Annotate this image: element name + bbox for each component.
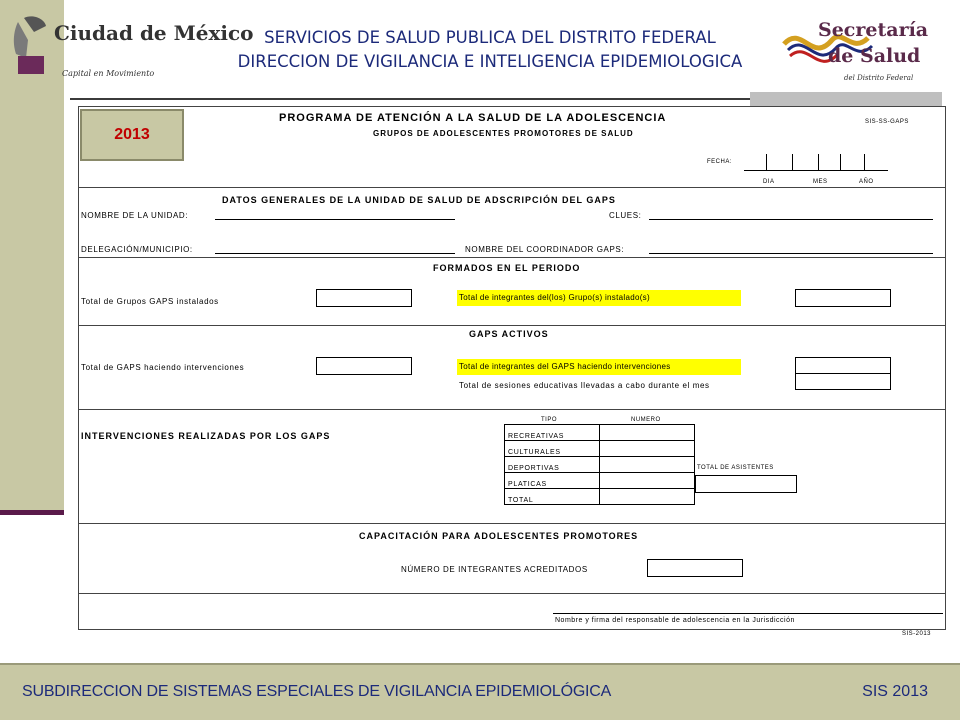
numero-cell[interactable] <box>600 441 695 457</box>
capacitacion-title: CAPACITACIÓN PARA ADOLESCENTES PROMOTORES <box>359 531 639 541</box>
numero-cell[interactable] <box>600 473 695 489</box>
col-tipo-header: TIPO <box>541 417 558 423</box>
header-title-line2: DIRECCION DE VIGILANCIA E INTELIGENCIA EPIDEMIOLOGICA <box>237 52 743 71</box>
asistentes-input[interactable] <box>695 475 797 493</box>
logo-ss-name-1: Secretaría <box>818 19 929 41</box>
form-subtitle: GRUPOS DE ADOLESCENTES PROMOTORES DE SALUD <box>373 129 634 138</box>
asistentes-label: TOTAL DE ASISTENTES <box>697 465 774 471</box>
form-code: SIS-SS-GAPS <box>865 119 909 125</box>
form-title: PROGRAMA DE ATENCIÓN A LA SALUD DE LA ADOLESCENCIA <box>279 112 667 124</box>
secretaria-de-salud-logo <box>782 14 932 86</box>
table-row <box>505 489 695 505</box>
nombre-unidad-field[interactable] <box>215 219 455 220</box>
grupos-instalados-label: Total de Grupos GAPS instalados <box>81 297 219 306</box>
coordinador-field[interactable] <box>649 253 933 254</box>
ciudad-de-mexico-logo <box>4 10 254 80</box>
numero-cell[interactable] <box>600 489 695 505</box>
delegacion-label: DELEGACIÓN/MUNICIPIO: <box>81 245 193 254</box>
fecha-cells[interactable] <box>744 154 888 171</box>
section-general <box>79 187 945 188</box>
gaps-haciendo-label: Total de GAPS haciendo intervenciones <box>81 363 245 372</box>
sesiones-label: Total de sesiones educativas llevadas a cabo durante el mes <box>459 381 710 390</box>
delegacion-field[interactable] <box>215 253 455 254</box>
tipo-cell: RECREATIVAS <box>505 425 600 441</box>
gaps-haciendo-input[interactable] <box>316 357 412 375</box>
firma-line[interactable] <box>553 613 943 614</box>
logo-cdmx-name: Ciudad de México <box>54 21 254 45</box>
fecha-mes-label: MES <box>813 179 828 185</box>
sidebar-accent-bar <box>0 510 64 515</box>
integrantes-haciendo-label: Total de integrantes del GAPS haciendo intervenciones <box>457 359 741 375</box>
fecha-dia-label: DIA <box>763 179 775 185</box>
table-row <box>505 441 695 457</box>
integrantes-instalados-input[interactable] <box>795 289 891 307</box>
footer-code: SIS 2013 <box>862 683 928 700</box>
section-activos <box>79 325 945 326</box>
table-row <box>505 425 695 441</box>
col-numero-header: NUMERO <box>631 417 661 423</box>
logo-cdmx-tagline: Capital en Movimiento <box>62 69 155 78</box>
gaps-form <box>78 106 946 630</box>
footer-department: SUBDIRECCION DE SISTEMAS ESPECIALES DE VIGILANCIA EPIDEMIOLÓGICA <box>22 683 612 700</box>
general-title: DATOS GENERALES DE LA UNIDAD DE SALUD DE ADSCRIPCIÓN DEL GAPS <box>222 195 616 205</box>
intervenciones-title: INTERVENCIONES REALIZADAS POR LOS GAPS <box>81 431 331 441</box>
numero-cell[interactable] <box>600 457 695 473</box>
tipo-cell: DEPORTIVAS <box>505 457 600 473</box>
numero-cell[interactable] <box>600 425 695 441</box>
coordinador-label: NOMBRE DEL COORDINADOR GAPS: <box>465 245 625 254</box>
grupos-instalados-input[interactable] <box>316 289 412 307</box>
tipo-cell: PLATICAS <box>505 473 600 489</box>
clues-field[interactable] <box>649 219 933 220</box>
integrantes-instalados-label: Total de integrantes del(los) Grupo(s) instalado(s) <box>457 290 741 306</box>
sesiones-input[interactable] <box>795 373 891 390</box>
formados-title: FORMADOS EN EL PERIODO <box>433 263 581 273</box>
activos-title: GAPS ACTIVOS <box>469 329 549 339</box>
acreditados-input[interactable] <box>647 559 743 577</box>
tipo-cell: TOTAL <box>505 489 600 505</box>
section-intervenciones <box>79 409 945 410</box>
table-row <box>505 473 695 489</box>
logo-ss-tagline: del Distrito Federal <box>844 74 914 82</box>
section-firma <box>79 593 945 594</box>
tipo-cell: CULTURALES <box>505 441 600 457</box>
header-title-line1: SERVICIOS DE SALUD PUBLICA DEL DISTRITO FEDERAL <box>264 28 716 47</box>
footer-bar <box>0 663 960 720</box>
firma-label: Nombre y firma del responsable de adolescencia en la Jurisdicción <box>555 617 795 624</box>
intervenciones-table <box>504 424 695 505</box>
logo-ss-name-2: de Salud <box>828 45 921 67</box>
section-capacitacion <box>79 523 945 524</box>
acreditados-label: NÚMERO DE INTEGRANTES ACREDITADOS <box>401 565 588 574</box>
fecha-anio-label: AÑO <box>859 179 874 185</box>
section-formados <box>79 257 945 258</box>
table-row <box>505 457 695 473</box>
year-badge: 2013 <box>80 109 184 161</box>
form-footer-code: SIS-2013 <box>902 631 932 637</box>
clues-label: CLUES: <box>609 211 642 220</box>
integrantes-haciendo-input[interactable] <box>795 357 891 374</box>
fecha-label: FECHA: <box>707 159 733 165</box>
nombre-unidad-label: NOMBRE DE LA UNIDAD: <box>81 211 189 220</box>
header-grey-tab <box>750 92 942 106</box>
